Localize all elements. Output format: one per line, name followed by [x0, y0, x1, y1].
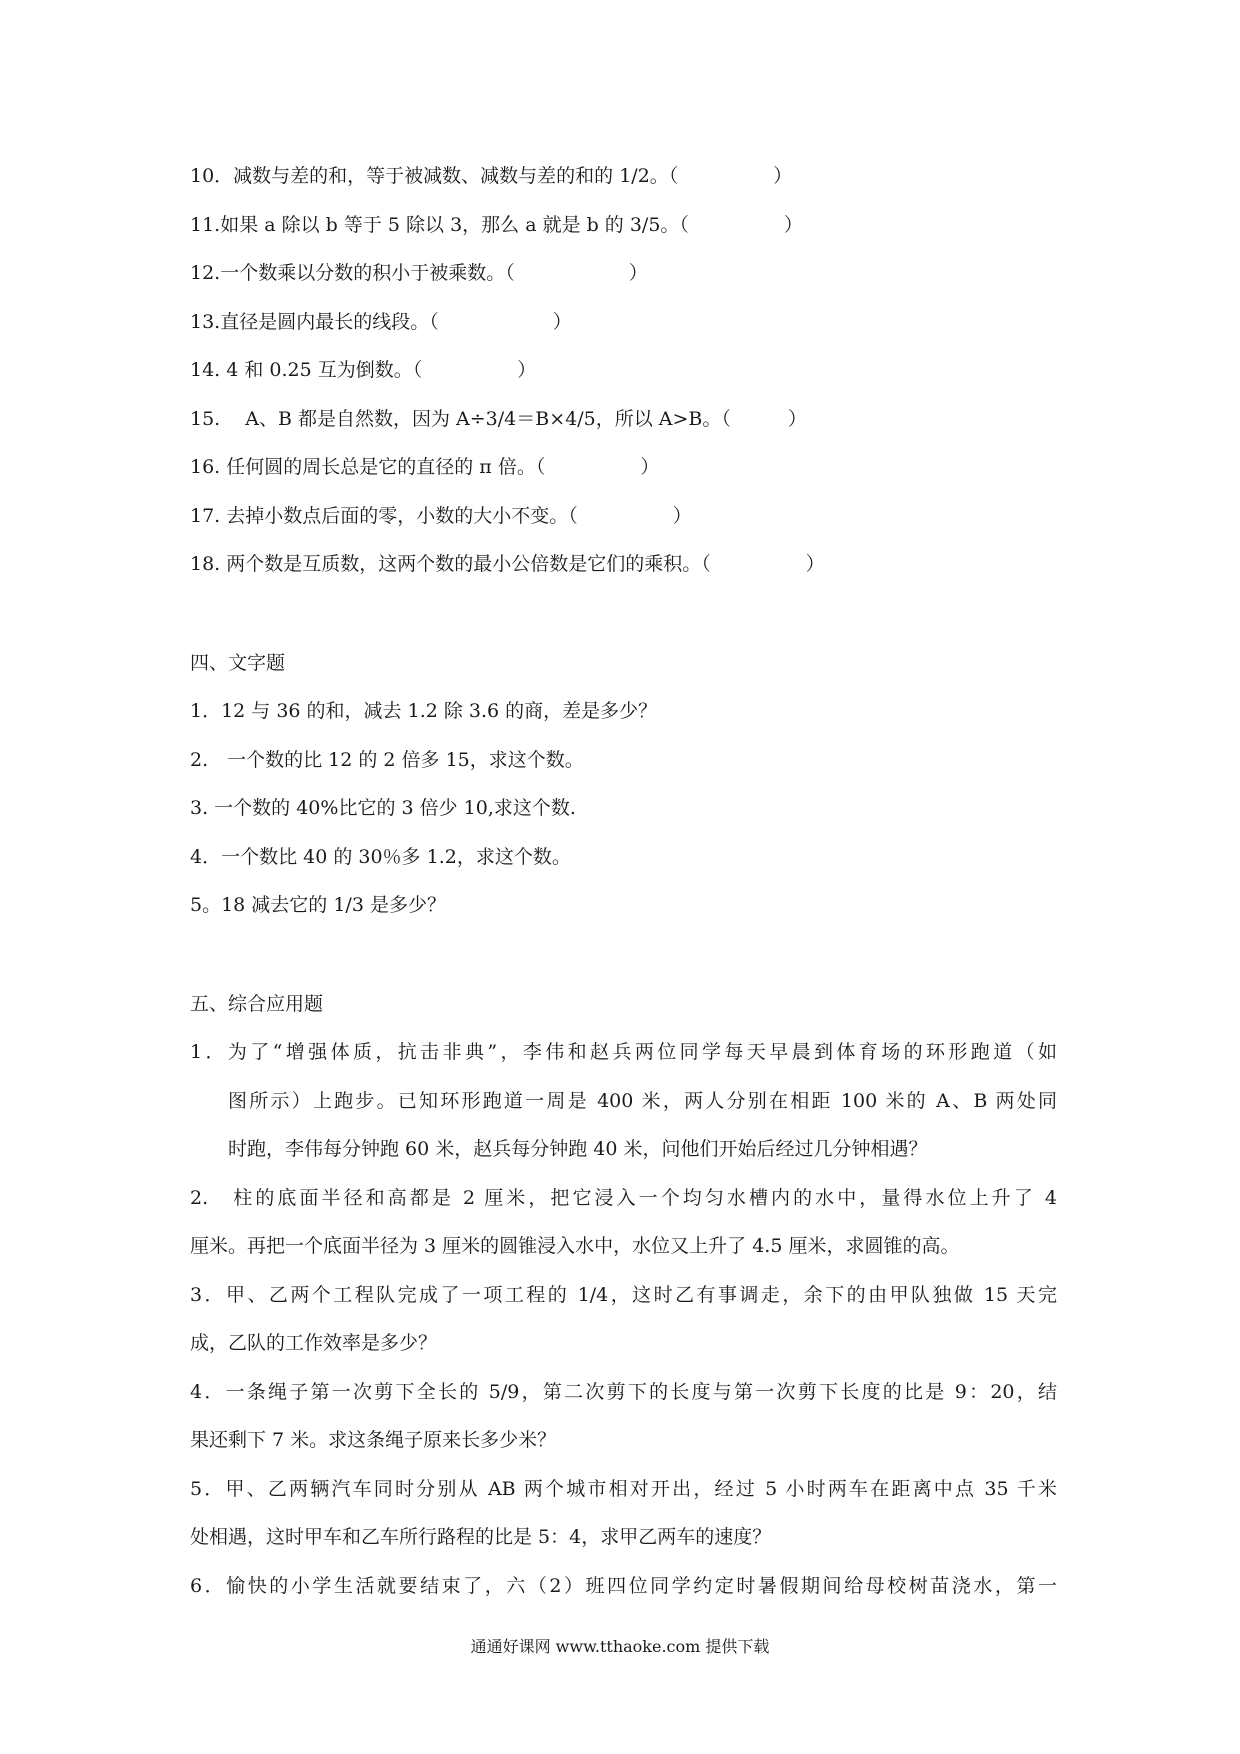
- judgment-item-10: 10．减数与差的和，等于被减数、减数与差的和的 1/2。（ ）: [190, 165, 793, 187]
- judgment-item-18: 18. 两个数是互质数，这两个数的最小公倍数是它们的乘积。（ ）: [190, 553, 825, 575]
- section-5-title: 五、综合应用题: [190, 993, 324, 1015]
- section-5-q5-line-1: 5．甲、乙两辆汽车同时分别从 AB 两个城市相对开出，经过 5 小时两车在距离中点 35 千米: [190, 1478, 1057, 1500]
- section-4-item-5: 5。18 减去它的 1/3 是多少？: [190, 894, 446, 916]
- section-4-item-1: 1．12 与 36 的和，减去 1.2 除 3.6 的商，差是多少？: [190, 700, 658, 722]
- section-5-q1-line-1: 1．为了“增强体质，抗击非典”，李伟和赵兵两位同学每天早晨到体育场的环形跑道（如: [190, 1041, 1057, 1063]
- section-4-item-3: 3. 一个数的 40%比它的 3 倍少 10,求这个数.: [190, 797, 576, 819]
- judgment-item-12: 12.一个数乘以分数的积小于被乘数。（ ）: [190, 262, 648, 284]
- section-5-q2-line-1: 2. 柱的底面半径和高都是 2 厘米，把它浸入一个均匀水槽内的水中，量得水位上升了 4: [190, 1187, 1057, 1209]
- judgment-item-15: 15. A、B 都是自然数，因为 A÷3/4＝B×4/5，所以 A>B。（ ）: [190, 408, 807, 430]
- section-5-q1-line-3: 时跑，李伟每分钟跑 60 米，赵兵每分钟跑 40 米，问他们开始后经过几分钟相遇？: [228, 1138, 928, 1160]
- judgment-item-17: 17. 去掉小数点后面的零，小数的大小不变。（ ）: [190, 505, 692, 527]
- section-5-q4-line-1: 4．一条绳子第一次剪下全长的 5/9，第二次剪下的长度与第一次剪下长度的比是 9：20，结: [190, 1381, 1057, 1403]
- section-5-q1-line-2: 图所示）上跑步。已知环形跑道一周是 400 米，两人分别在相距 100 米的 A、B 两处同: [228, 1090, 1057, 1112]
- section-4-item-4: 4．一个数比 40 的 30％多 1.2，求这个数。: [190, 846, 571, 868]
- section-5-q5-line-2: 处相遇，这时甲车和乙车所行路程的比是 5：4，求甲乙两车的速度？: [190, 1526, 772, 1548]
- section-4-item-2: 2. 一个数的比 12 的 2 倍多 15，求这个数。: [190, 749, 584, 771]
- section-5-q2-line-2: 厘米。再把一个底面半径为 3 厘米的圆锥浸入水中，水位又上升了 4.5 厘米，求圆锥的高。: [190, 1235, 960, 1257]
- section-5-q3-line-2: 成，乙队的工作效率是多少？: [190, 1332, 438, 1354]
- page-footer: 通通好课网 www.tthaoke.com 提供下载: [470, 1637, 770, 1656]
- judgment-item-16: 16. 任何圆的周长总是它的直径的 π 倍。（ ）: [190, 456, 660, 478]
- judgment-item-11: 11.如果 a 除以 b 等于 5 除以 3，那么 a 就是 b 的 3/5。（ ）: [190, 214, 803, 236]
- section-5-q6-line-1: 6．愉快的小学生活就要结束了，六（2）班四位同学约定时暑假期间给母校树苗浇水，第一: [190, 1575, 1057, 1597]
- judgment-item-13: 13.直径是圆内最长的线段。（ ）: [190, 311, 572, 333]
- section-5-q3-line-1: 3．甲、乙两个工程队完成了一项工程的 1/4，这时乙有事调走，余下的由甲队独做 15 天完: [190, 1284, 1057, 1306]
- section-5-q4-line-2: 果还剩下 7 米。求这条绳子原来长多少米？: [190, 1429, 557, 1451]
- section-4-title: 四、文字题: [190, 652, 286, 674]
- judgment-item-14: 14. 4 和 0.25 互为倒数。（ ）: [190, 359, 537, 381]
